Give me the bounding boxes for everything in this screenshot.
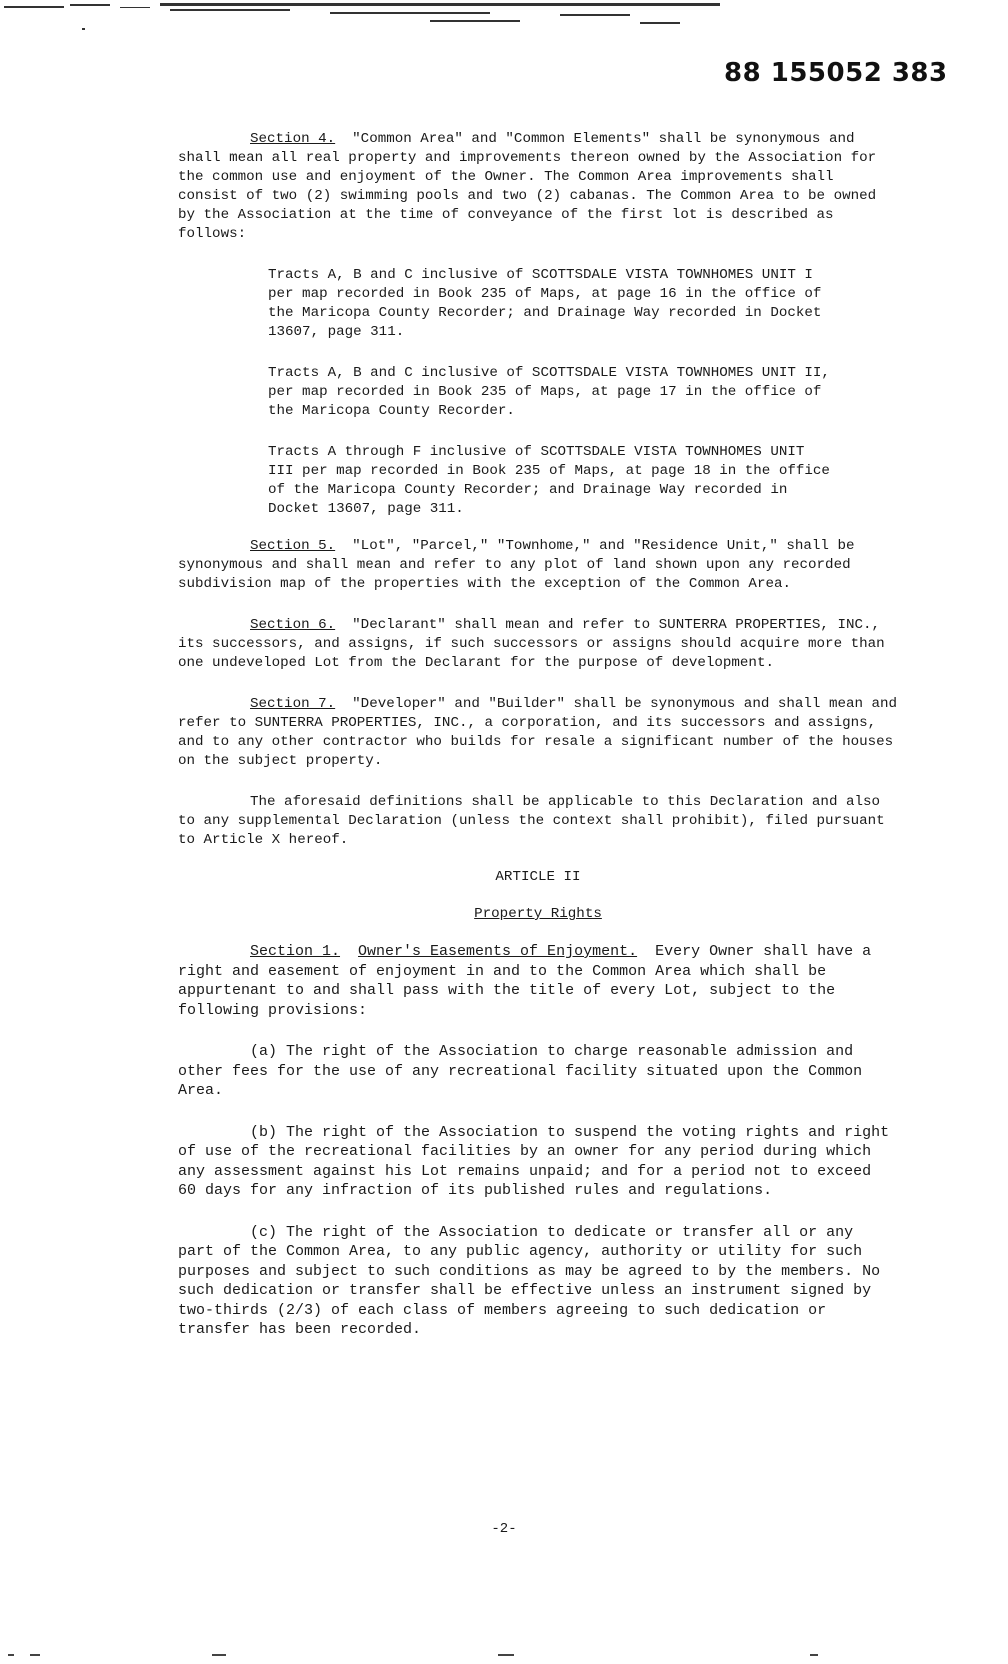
- tract-unit-3: Tracts A through F inclusive of SCOTTSDALE VISTA TOWNHOMES UNIT III per map recorded in Book 235 of Maps, at page 18 in the office of the Maricopa County Recorder; and Drainage Way recorded in Docket 13607, page 311.: [268, 444, 830, 517]
- section-5-text: "Lot", "Parcel," "Townhome," and "Residence Unit," shall be synonymous and shall mean and refer to any plot of land shown upon any recorded subdivision map of the properties with the exception of the Common Area.: [178, 538, 855, 592]
- scan-noise-top: [0, 0, 1008, 30]
- article-2-section-1: [178, 942, 898, 1020]
- article-number: ARTICLE II: [495, 869, 581, 885]
- section-6-text: "Declarant" shall mean and refer to SUNTERRA PROPERTIES, INC., its successors, and assigns, if such successors or assigns should acquire more than one undeveloped Lot from the Declarant for the purpose of development.: [178, 617, 885, 671]
- article-2-section-1-subheading: Owner's Easements of Enjoyment.: [358, 943, 638, 960]
- section-6: [178, 616, 898, 673]
- section-4: [178, 130, 898, 244]
- scan-noise-bottom: [0, 1648, 1008, 1662]
- section-5-heading: Section 5.: [250, 538, 336, 554]
- article-title: [178, 905, 898, 924]
- provision-c: (c) The right of the Association to dedicate or transfer all or any part of the Common Area, to any public agency, authority or utility for such purposes and subject to such conditions as may be agreed to by the members. No such dedication or transfer shall be effective unless an instrument signed by two-thirds (2/3) of each class of members agreeing to such dedication or transfer has been recorded.: [178, 1223, 881, 1338]
- section-4-text: "Common Area" and "Common Elements" shall be synonymous and shall mean all real property and improvements thereon owned by the Association for the common use and enjoyment of the Owner. The Common Area improvements shall consist of two (2) swimming pools and two (2) cabanas. The Common Area to be owned by the Association at the time of conveyance of the first lot is described as follows:: [178, 131, 877, 242]
- article-2-section-1-heading: Section 1.: [250, 943, 341, 960]
- section-5: [178, 537, 898, 594]
- document-body: [178, 130, 898, 1340]
- section-7-heading: Section 7.: [250, 696, 336, 712]
- provision-a: (a) The right of the Association to charge reasonable admission and other fees for the use of any recreational facility situated upon the Common Area.: [178, 1043, 863, 1099]
- page-number: -2-: [491, 1521, 517, 1537]
- tract-unit-2: Tracts A, B and C inclusive of SCOTTSDALE VISTA TOWNHOMES UNIT II, per map recorded in Book 235 of Maps, at page 17 in the office of the Maricopa County Recorder.: [268, 365, 830, 419]
- section-7-text: "Developer" and "Builder" shall be synonymous and shall mean and refer to SUNTERRA PROPERTIES, INC., a corporation, and its successors and assigns, and to any other contractor who builds for resale a significant number of the houses on the subject property.: [178, 696, 898, 769]
- document-number: 88 155052 383: [724, 58, 948, 88]
- article-title-text: Property Rights: [474, 906, 602, 922]
- article-2-section-1-text: Every Owner shall have a right and easement of enjoyment in and to the Common Area which shall be appurtenant to and shall pass with the title of every Lot, subject to the following provisions:: [178, 943, 872, 1019]
- section-4-heading: Section 4.: [250, 131, 336, 147]
- definitions-note: The aforesaid definitions shall be applicable to this Declaration and also to any supplemental Declaration (unless the context shall prohibit), filed pursuant to Article X hereof.: [178, 794, 885, 848]
- tract-unit-1: Tracts A, B and C inclusive of SCOTTSDALE VISTA TOWNHOMES UNIT I per map recorded in Book 235 of Maps, at page 16 in the office of the Maricopa County Recorder; and Drainage Way recorded in Docket 13607, page 311.: [268, 267, 822, 340]
- section-6-heading: Section 6.: [250, 617, 336, 633]
- provision-b: (b) The right of the Association to suspend the voting rights and right of use of the recreational facilities by an owner for any period during which any assessment against his Lot remains unpaid; and for a period not to exceed 60 days for any infraction of its published rules and regulations.: [178, 1123, 890, 1199]
- section-7: [178, 695, 898, 771]
